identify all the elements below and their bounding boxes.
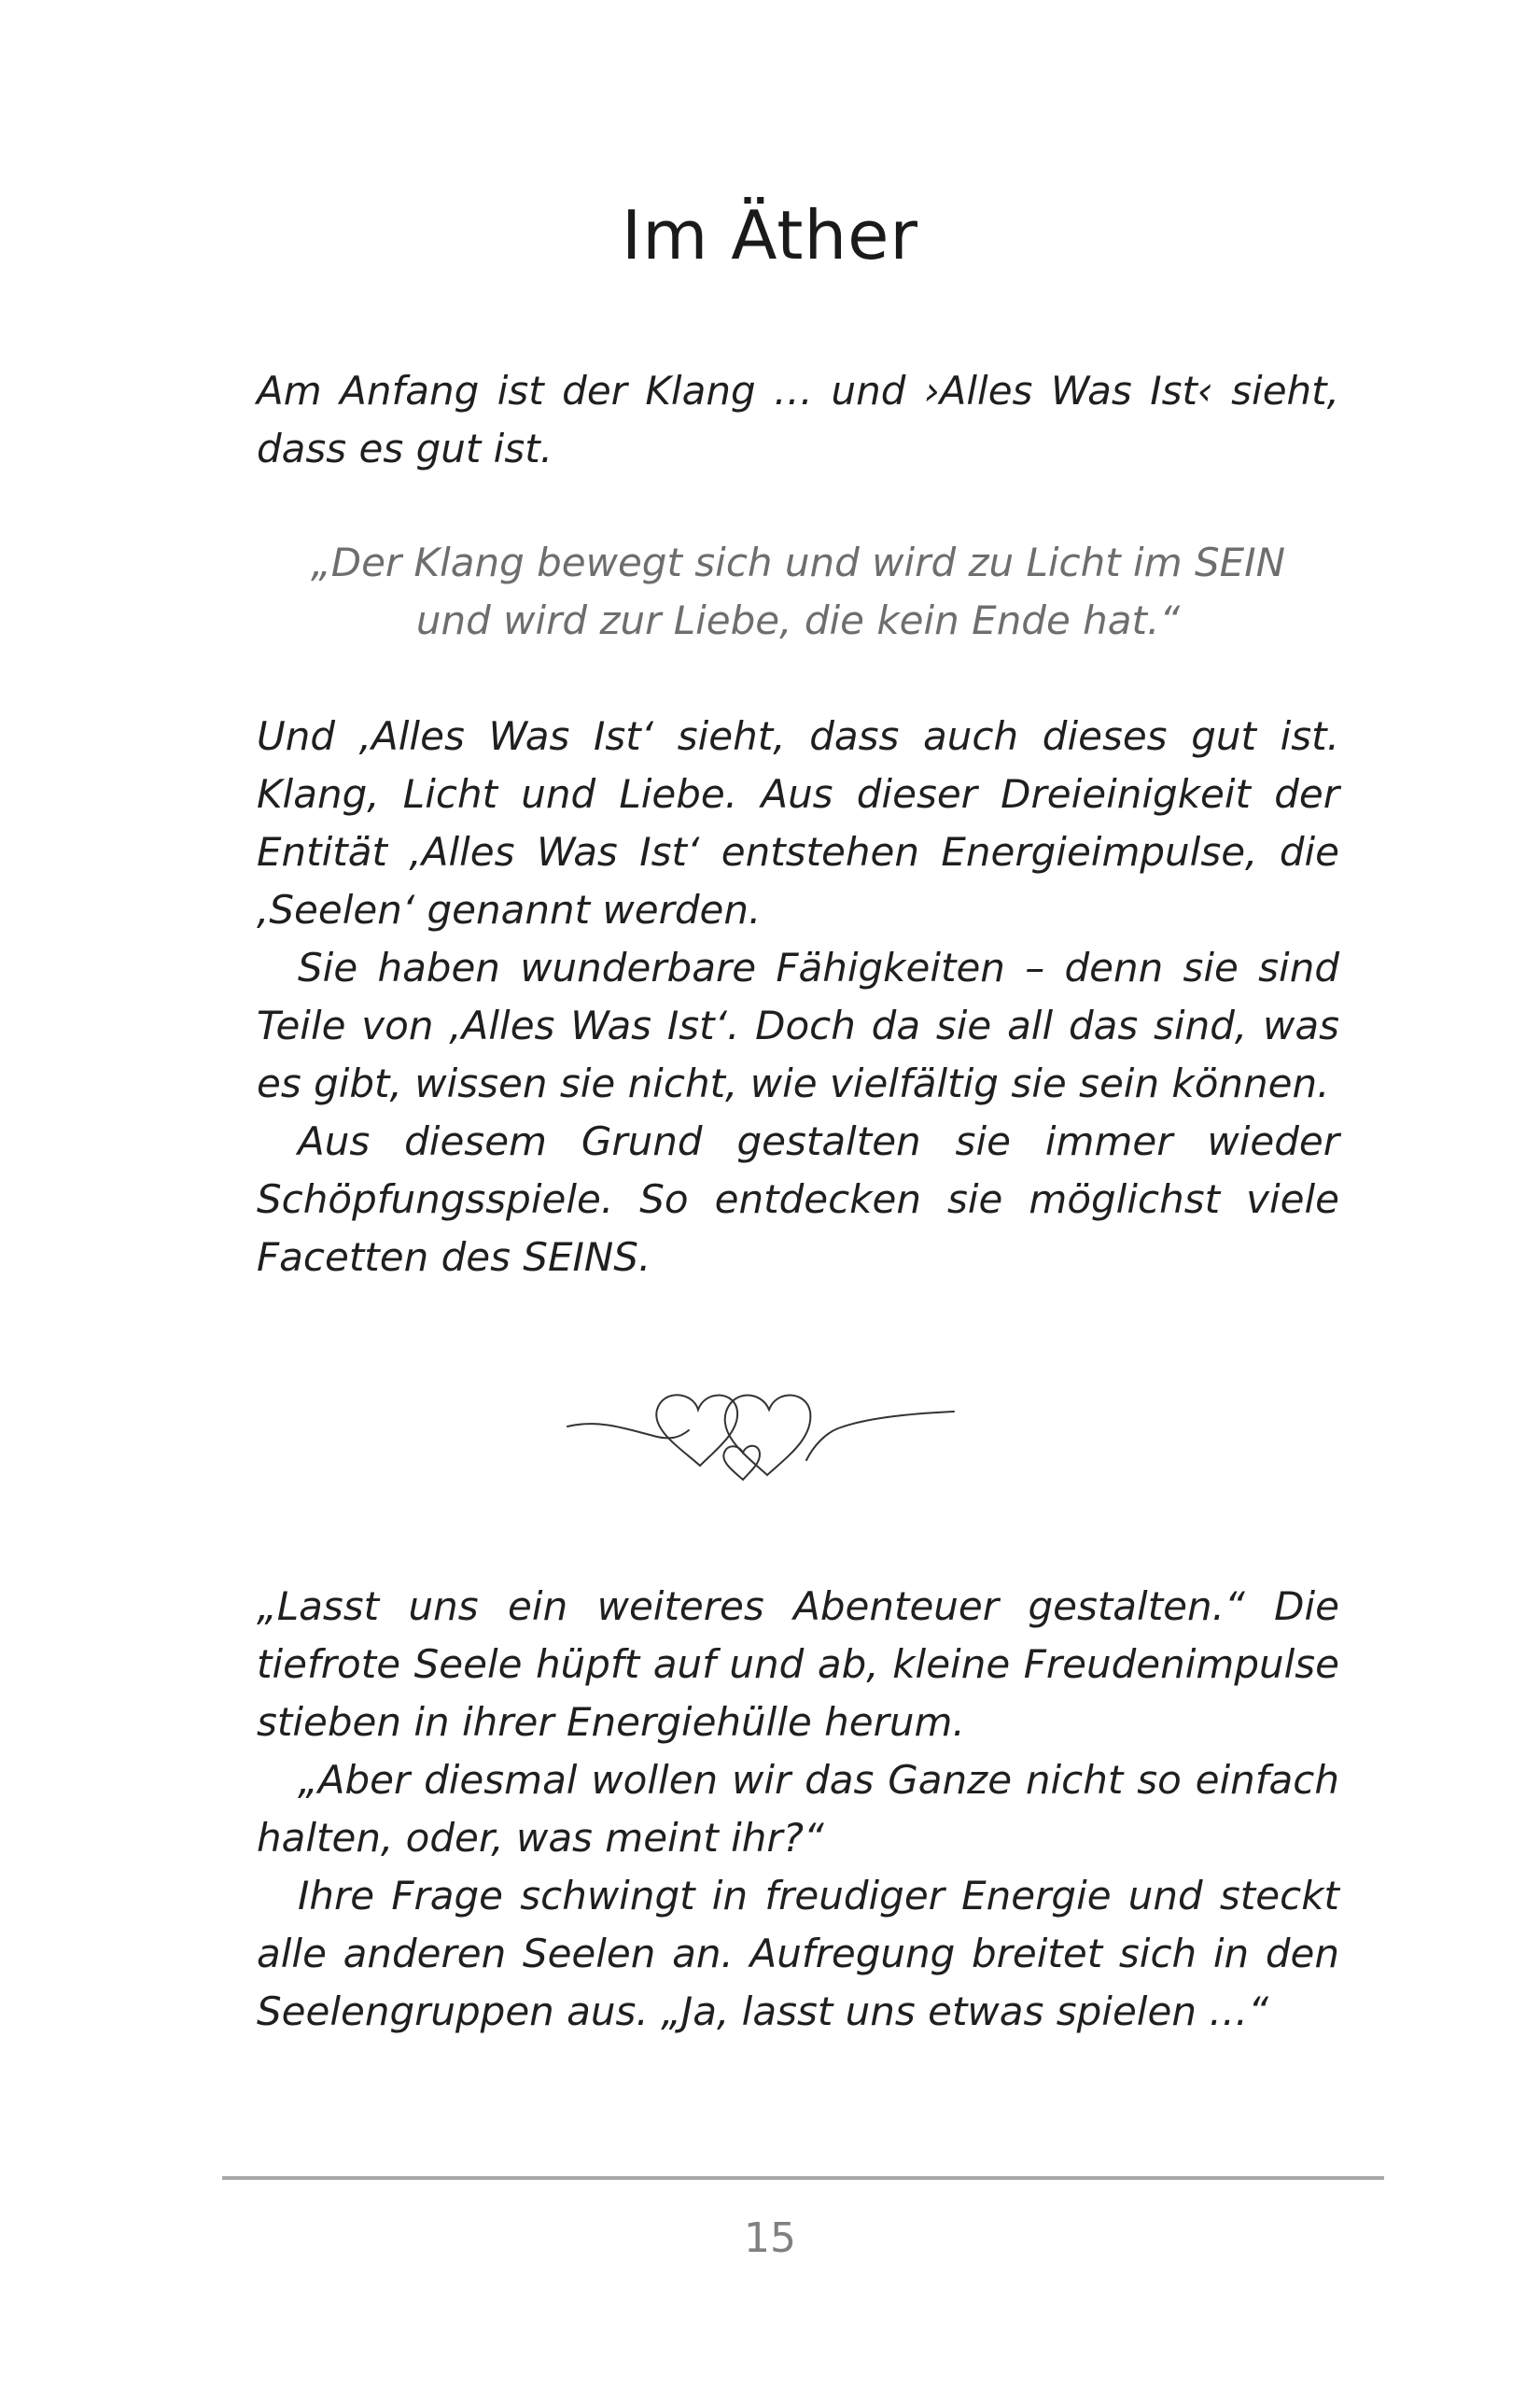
paragraph: „Aber diesmal wollen wir das Ganze nicht so einfach halten, oder, was meint ihr?“ bbox=[257, 1757, 1339, 1861]
paragraph: Ihre Frage schwingt in freudiger Energie und steckt alle anderen Seelen an. Aufregung breitet sich in den Seelengruppen aus. „Ja, lasst uns etwas spielen …“ bbox=[257, 1873, 1339, 2034]
paragraph: Aus diesem Grund gestalten sie immer wieder Schöpfungsspiele. So entdecken sie möglichst viele Facetten des SEINS. bbox=[257, 1118, 1339, 1280]
paragraph: „Lasst uns ein weiteres Abenteuer gestalten.“ Die tiefrote Seele hüpft auf und ab, kleine Freudenimpulse stieben in ihrer Energiehülle herum. bbox=[257, 1583, 1339, 1745]
page-title: Im Äther bbox=[621, 196, 918, 274]
hearts-ornament-icon bbox=[560, 1363, 961, 1484]
footer-divider bbox=[222, 2176, 1384, 2180]
paragraph: Sie haben wunderbare Fähigkeiten – denn sie sind Teile von ‚Alles Was Ist‘. Doch da sie all das sind, was es gibt, wissen sie nicht, wie vielfältig sie sein können. bbox=[257, 945, 1339, 1106]
body-paragraph-block bbox=[257, 708, 1339, 1286]
paragraph: Am Anfang ist der Klang … und ›Alles Was Ist‹ sieht, dass es gut ist. bbox=[257, 368, 1339, 471]
opening-paragraph-block bbox=[257, 362, 1339, 478]
quote-line: „Der Klang bewegt sich und wird zu Licht im SEIN bbox=[310, 540, 1285, 585]
paragraph: Und ‚Alles Was Ist‘ sieht, dass auch dieses gut ist. Klang, Licht und Liebe. Aus dieser Dreieinigkeit der Entität ‚Alles Was Ist‘ entstehen Energieimpulse, die ‚Seelen‘ genannt werden. bbox=[257, 713, 1339, 933]
centered-quote bbox=[257, 534, 1339, 650]
quote-line: und wird zur Liebe, die kein Ende hat.“ bbox=[415, 597, 1181, 643]
page-number: 15 bbox=[744, 2214, 796, 2262]
dialogue-paragraph-block bbox=[257, 1578, 1339, 2041]
